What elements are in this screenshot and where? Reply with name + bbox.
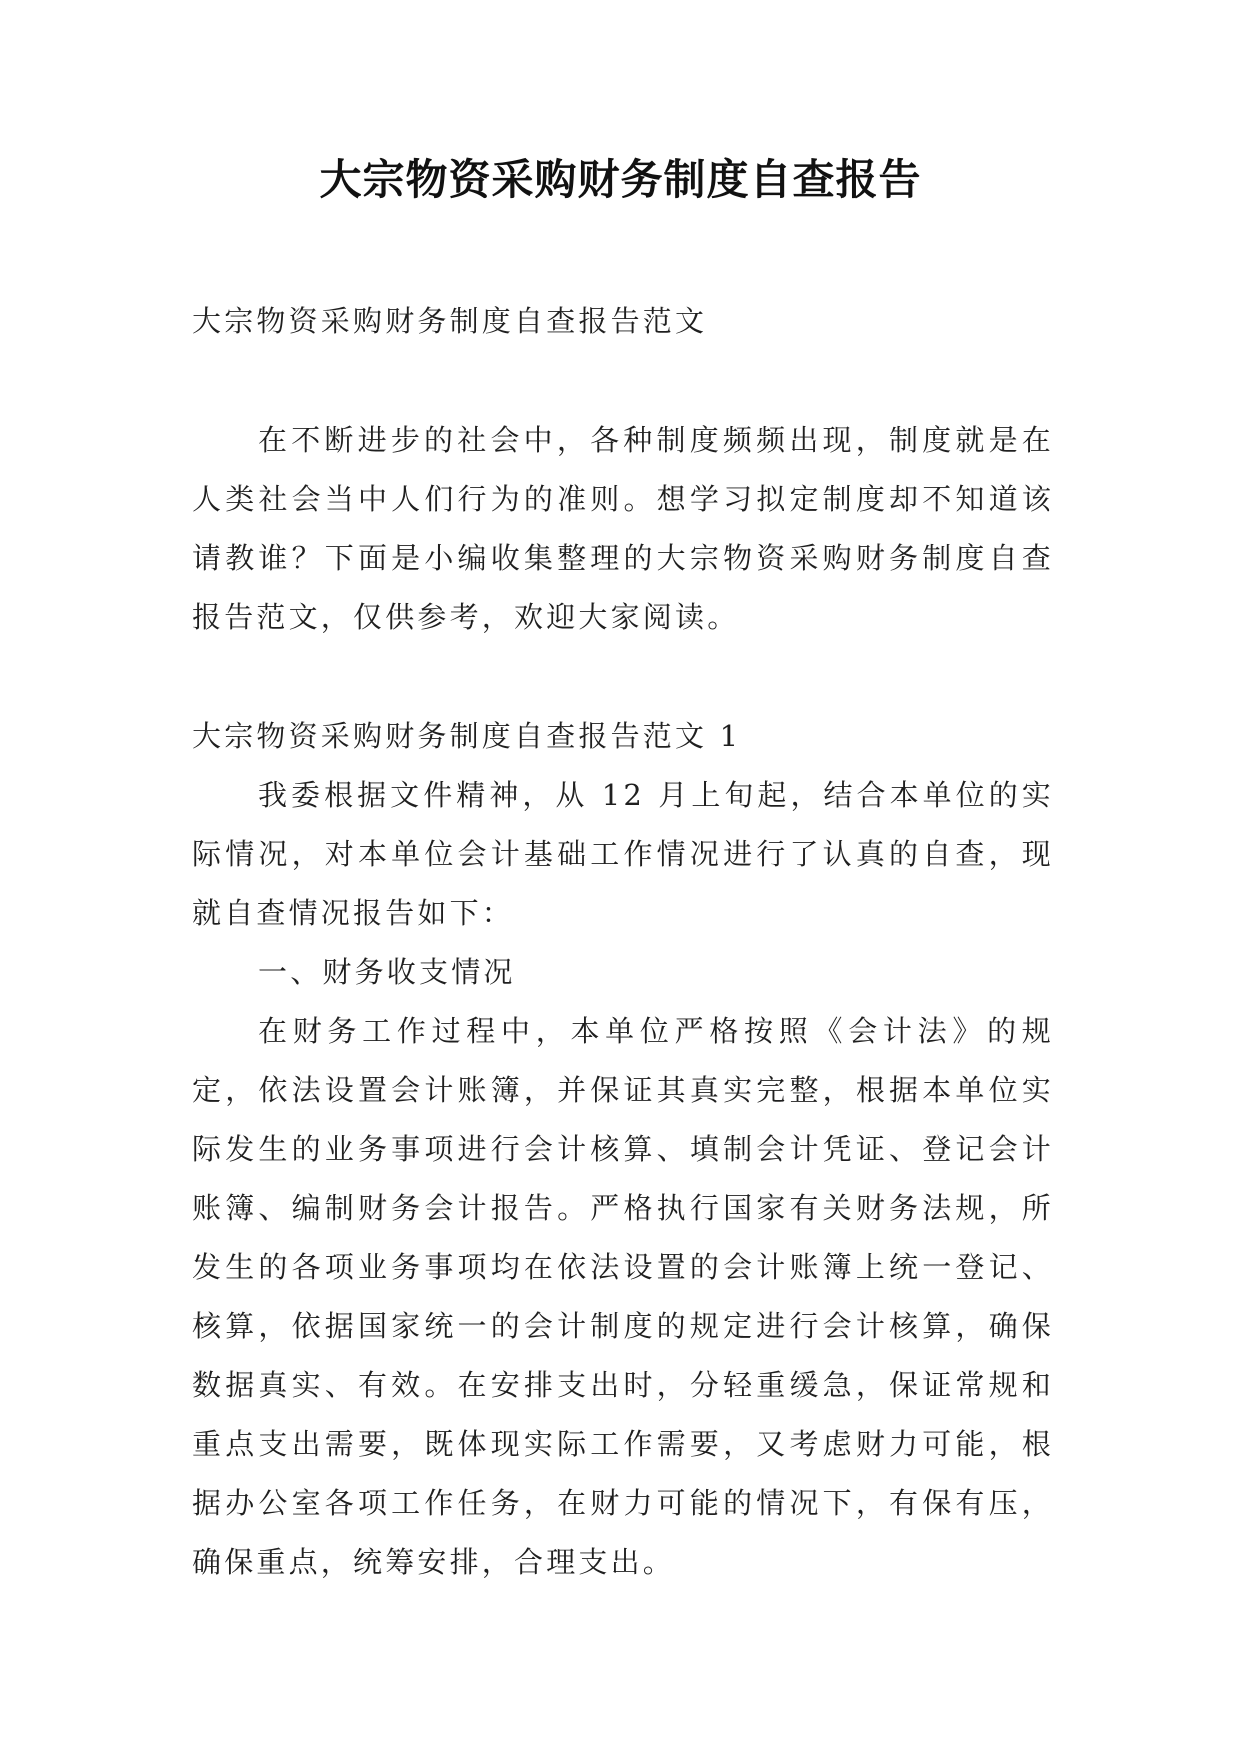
document-title: 大宗物资采购财务制度自查报告 — [319, 155, 922, 204]
document-subtitle: 大宗物资采购财务制度自查报告范文 — [192, 304, 708, 338]
section-heading: 大宗物资采购财务制度自查报告范文 1 — [192, 719, 742, 753]
paragraph-1: 我委根据文件精神，从 12 月上旬起，结合本单位的实际情况，对本单位会计基础工作情况进行了认真的自查，现就自查情况报告如下： — [192, 778, 1054, 930]
item-1-heading: 一、财务收支情况 — [258, 955, 516, 989]
document-body — [192, 292, 1054, 1592]
intro-paragraph: 在不断进步的社会中，各种制度频频出现，制度就是在人类社会当中人们行为的准则。想学习拟定制度却不知道该请教谁？下面是小编收集整理的大宗物资采购财务制度自查报告范文，仅供参考，欢迎大家阅读。 — [192, 423, 1054, 634]
paragraph-2: 在财务工作过程中，本单位严格按照《会计法》的规定，依法设置会计账簿，并保证其真实完整，根据本单位实际发生的业务事项进行会计核算、填制会计凭证、登记会计账簿、编制财务会计报告。严格执行国家有关财务法规，所发生的各项业务事项均在依法设置的会计账簿上统一登记、核算，依据国家统一的会计制度的规定进行会计核算，确保数据真实、有效。在安排支出时，分轻重缓急，保证常规和重点支出需要，既体现实际工作需要，又考虑财力可能，根据办公室各项工作任务，在财力可能的情况下，有保有压，确保重点，统筹安排，合理支出。 — [192, 1014, 1054, 1579]
